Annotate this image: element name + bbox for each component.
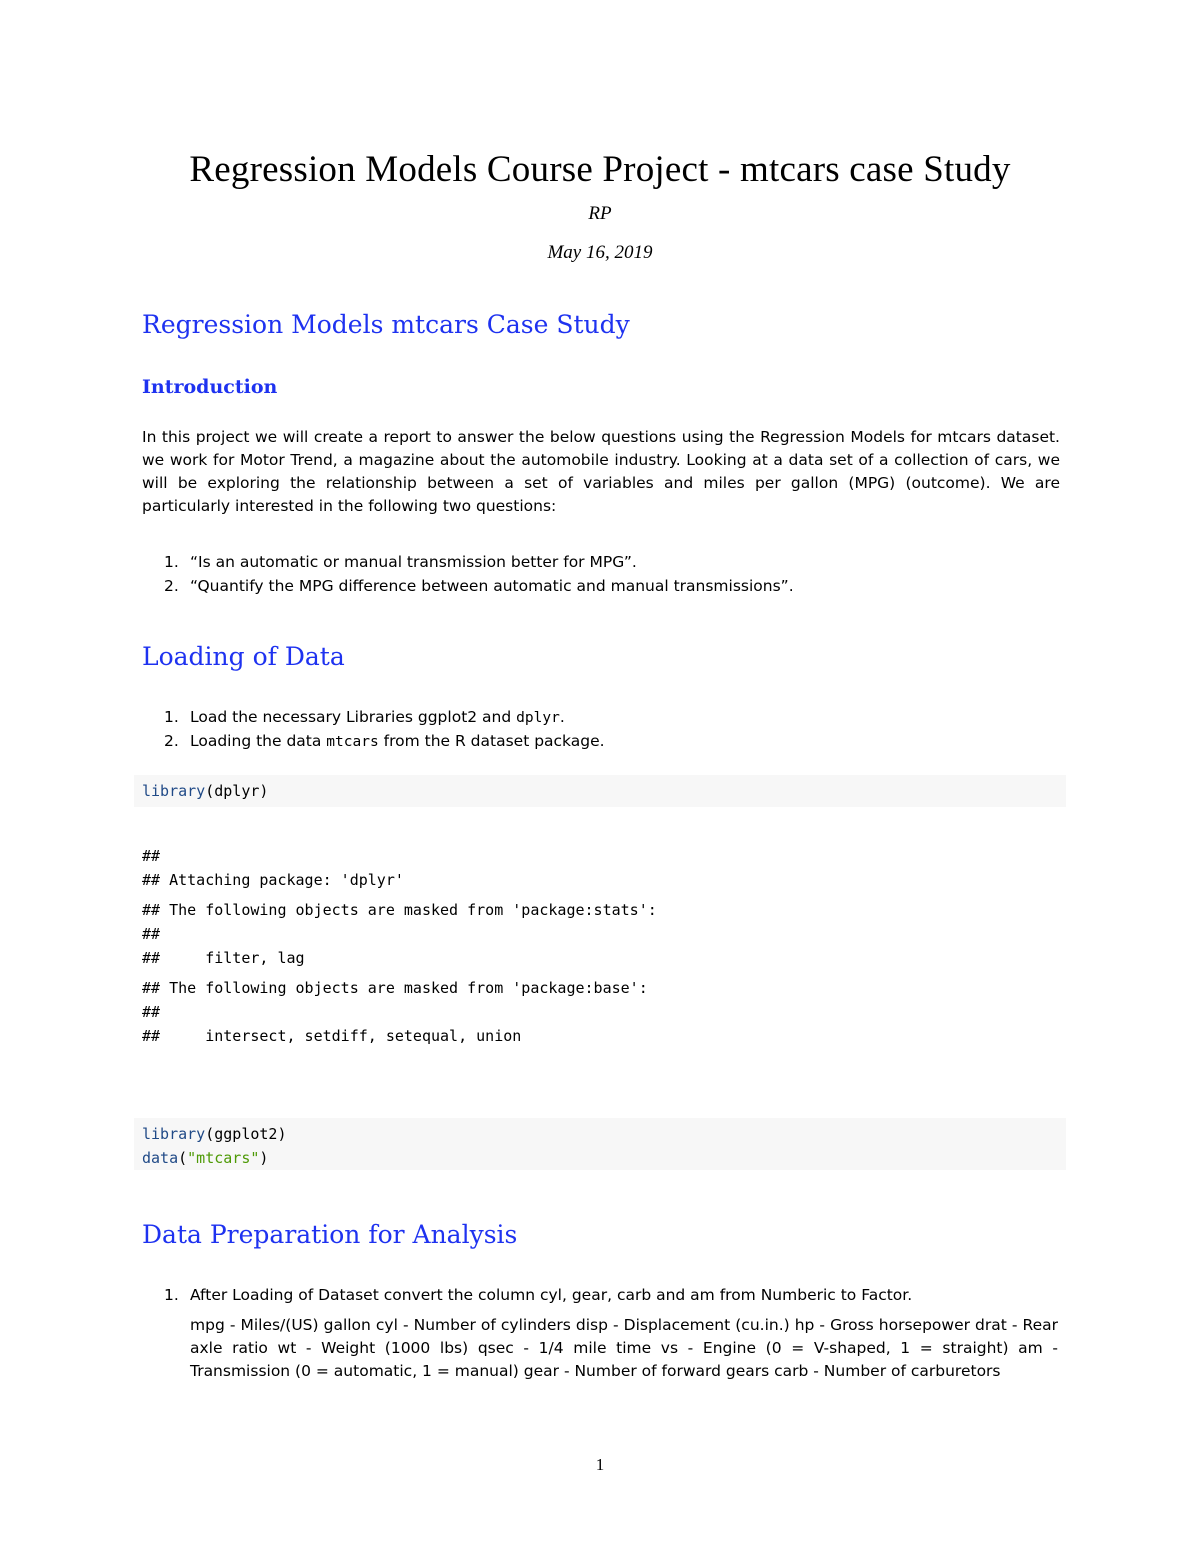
inline-code: mtcars	[326, 734, 379, 750]
list-item: 1. “Is an automatic or manual transmission better for MPG”.	[164, 553, 637, 571]
output-line: ##	[142, 925, 161, 943]
document-author: RP	[588, 203, 612, 224]
list-item: 1. After Loading of Dataset convert the column cyl, gear, carb and am from Numberic to Factor.	[164, 1286, 913, 1304]
output-line: ##	[142, 847, 161, 865]
console-output	[142, 844, 657, 1048]
code-block-library-dplyr: library(dplyr)	[134, 775, 1066, 807]
section-heading-case-study: Regression Models mtcars Case Study	[142, 310, 630, 339]
section-heading-data-preparation: Data Preparation for Analysis	[142, 1220, 518, 1249]
output-line: ## filter, lag	[142, 949, 305, 967]
subsection-heading-introduction: Introduction	[142, 376, 278, 398]
list-item: 2. Loading the data mtcars from the R dataset package.	[164, 732, 605, 750]
page-number: 1	[595, 1455, 605, 1474]
document-title: Regression Models Course Project - mtcars case Study	[189, 149, 1011, 190]
document-date: May 16, 2019	[547, 242, 653, 263]
section-heading-loading-data: Loading of Data	[142, 642, 345, 671]
output-line: ## The following objects are masked from 'package:stats':	[142, 901, 657, 919]
output-line: ##	[142, 1003, 161, 1021]
introduction-paragraph: In this project we will create a report to answer the below questions using the Regression Models for mtcars dataset. we work for Motor Trend, a magazine about the automobile industry. Looking at a data set of a collection of cars, we will be exploring the relationship between a set of variables and miles per gallon (MPG) (outcome). We are particularly interested in the following two questions:	[142, 428, 1060, 515]
variable-descriptions: mpg - Miles/(US) gallon cyl - Number of cylinders disp - Displacement (cu.in.) hp - Gross horsepower drat - Rear axle ratio wt - Weight (1000 lbs) qsec - 1/4 mile time vs - Engine (0 = V-shaped, 1 = straight) am - Transmission (0 = automatic, 1 = manual) gear - Number of forward gears carb - Number of carburetors	[190, 1316, 1058, 1380]
output-line: ## intersect, setdiff, setequal, union	[142, 1027, 522, 1045]
list-item: 1. Load the necessary Libraries ggplot2 and dplyr.	[164, 708, 565, 726]
questions-list	[142, 550, 1060, 598]
inline-code: dplyr	[516, 710, 560, 726]
loading-steps-list	[142, 705, 1060, 753]
output-line: ## The following objects are masked from 'package:base':	[142, 979, 648, 997]
preparation-list	[142, 1283, 1060, 1307]
list-item: 2. “Quantify the MPG difference between automatic and manual transmissions”.	[164, 577, 794, 595]
code-block-library-ggplot2: library(ggplot2) data("mtcars")	[134, 1118, 1066, 1170]
output-line: ## Attaching package: 'dplyr'	[142, 871, 404, 889]
